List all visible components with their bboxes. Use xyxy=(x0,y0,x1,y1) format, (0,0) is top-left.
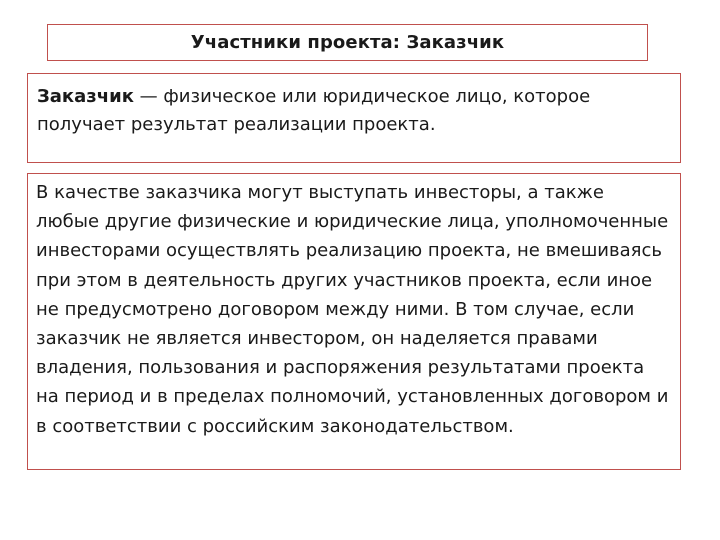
definition-term: Заказчик xyxy=(37,86,134,107)
slide-title-box xyxy=(47,24,648,61)
definition-text: физическое или юридическое лицо, которое получает результат реализации проекта. xyxy=(37,86,591,135)
definition-dash: — xyxy=(133,86,164,107)
definition-box xyxy=(27,73,681,163)
slide-title: Участники проекта: Заказчик xyxy=(190,32,505,53)
description-box xyxy=(27,173,681,470)
description-text: В качестве заказчика могут выступать инвесторы, а также любые другие физические и юридические лица, уполномоченные инвесторами осуществлять реализацию проекта, не вмешиваясь при этом в деятельность других участников проекта, если иное не предусмотрено договором между ними. В том случае, если заказчик не является инвестором, он наделяется правами владения, пользования и распоряжения результатами проекта на период и в пределах полномочий, установленных договором и в соответствии с российским законодательством. xyxy=(36,182,669,437)
